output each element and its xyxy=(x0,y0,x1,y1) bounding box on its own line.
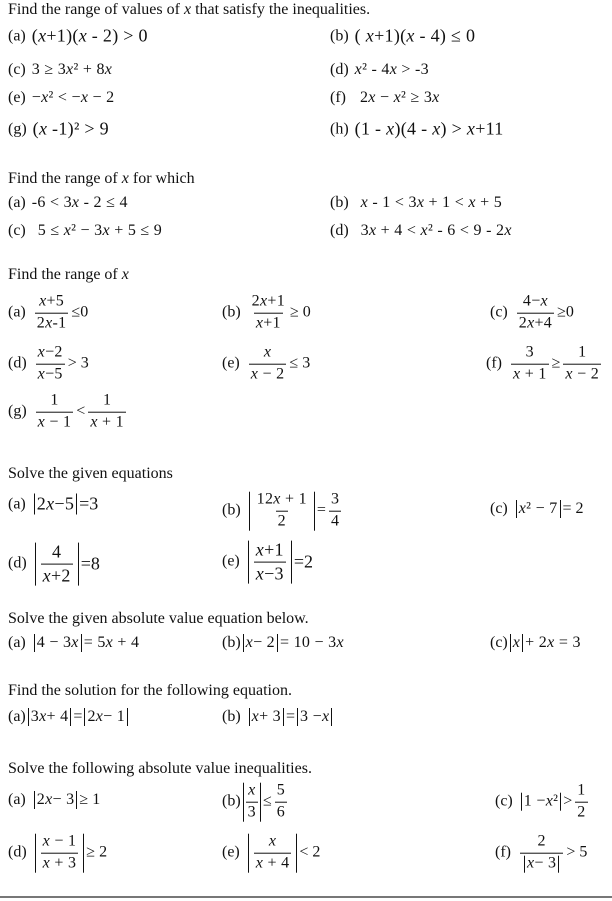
numerator: x − 1 xyxy=(42,832,77,850)
relation: = 10 − 3x xyxy=(280,634,344,651)
fraction xyxy=(41,834,79,873)
section-6-title: Find the solution for the following equation. xyxy=(8,682,292,699)
problem-label: (e) xyxy=(8,89,26,106)
fraction xyxy=(255,492,309,531)
section-5-title: Solve the given absolute value equation below. xyxy=(8,610,309,627)
fraction xyxy=(36,345,65,384)
relation: = 2 xyxy=(562,500,584,517)
problem-label: (c) xyxy=(8,222,26,239)
denominator: x + 1 xyxy=(90,413,124,431)
relation: =3 xyxy=(79,493,99,514)
problem-3e xyxy=(222,345,310,384)
section-2-title: Find the range of x for which xyxy=(8,170,195,187)
problem-4c xyxy=(490,500,584,518)
relation: ≥ 0 xyxy=(290,304,311,321)
numerator: 4−x xyxy=(522,292,548,310)
problem-label: (c) xyxy=(490,500,508,517)
fraction xyxy=(254,834,292,873)
problem-1f xyxy=(330,89,440,107)
absolute-value xyxy=(248,834,298,873)
numerator: x xyxy=(248,781,256,799)
fraction xyxy=(250,294,287,333)
relation: ≥ xyxy=(551,355,561,372)
fraction xyxy=(575,783,587,822)
problem-5b xyxy=(222,634,344,652)
numerator: 1 xyxy=(102,391,112,409)
fraction xyxy=(35,294,69,333)
problem-label: (b) xyxy=(222,502,241,519)
expression: (x -1)² > 9 xyxy=(32,118,109,139)
expression: 2x − x² ≥ 3x xyxy=(359,89,440,106)
expression: (x+1)(x - 2) > 0 xyxy=(31,25,148,46)
section-4-title: Solve the given equations xyxy=(8,465,173,482)
denominator: x + 1 xyxy=(512,365,547,383)
denominator: 3 xyxy=(247,803,256,821)
numerator: 1 xyxy=(578,343,587,361)
absolute-value xyxy=(248,541,292,584)
numerator: x+1 xyxy=(255,539,284,560)
problem-label: (g) xyxy=(8,403,27,420)
absolute-value: 3 − x xyxy=(297,708,332,726)
problem-5c xyxy=(490,634,581,652)
problem-1h xyxy=(330,119,504,140)
denominator: x−3 xyxy=(255,563,284,584)
problem-3f xyxy=(486,345,604,384)
relation: > 3 xyxy=(67,355,89,372)
relation: > xyxy=(563,793,573,810)
absolute-value xyxy=(35,543,79,586)
numerator: 1 xyxy=(577,781,586,799)
problem-4b xyxy=(222,492,344,531)
problem-7d xyxy=(8,834,107,873)
relation: ≥ 2 xyxy=(86,844,108,861)
section-1-title: Find the range of values of x that satisfy the inequalities. xyxy=(8,1,371,18)
relation: > 5 xyxy=(566,844,588,861)
fraction xyxy=(520,834,563,873)
numerator: x−2 xyxy=(37,343,63,361)
problem-1g xyxy=(8,119,109,140)
problem-6b xyxy=(222,708,334,726)
fraction xyxy=(88,393,126,432)
problem-label: (e) xyxy=(222,844,240,861)
problem-label: (d) xyxy=(330,61,349,78)
expression: 3 ≥ 3x² + 8x xyxy=(31,61,113,78)
relation: = xyxy=(286,708,296,725)
absolute-value xyxy=(243,783,261,822)
numerator: 3 xyxy=(525,343,534,361)
problem-4e xyxy=(222,541,313,584)
absolute-value: x xyxy=(510,634,523,652)
numerator: 2x+1 xyxy=(251,292,285,310)
denominator: x−5 xyxy=(37,365,63,383)
problem-label: (a) xyxy=(8,304,26,321)
absolute-value: 2 x − 3 xyxy=(34,791,78,809)
relation: =8 xyxy=(80,553,100,574)
expression: −x² < −x − 2 xyxy=(31,89,115,106)
problem-label: (d) xyxy=(8,844,27,861)
fraction xyxy=(511,345,549,384)
fraction xyxy=(249,345,287,384)
problem-label: (c) xyxy=(495,793,513,810)
expression: x² - 4x > -3 xyxy=(354,61,429,78)
absolute-value xyxy=(35,834,85,873)
numerator: 1 xyxy=(50,391,59,409)
denominator: x − 2 xyxy=(565,365,600,383)
problem-3a xyxy=(8,294,88,333)
denominator xyxy=(520,853,563,873)
absolute-value: x ² − 7 xyxy=(516,500,561,518)
problem-3d xyxy=(8,345,89,384)
problem-4d xyxy=(8,543,100,586)
section-3-title: Find the range of x xyxy=(8,266,129,283)
numerator: x+5 xyxy=(39,292,65,310)
denominator: x − 1 xyxy=(37,413,72,431)
numerator: 3 xyxy=(330,490,340,508)
denominator: 2 xyxy=(577,803,586,821)
expression: -6 < 3x - 2 ≤ 4 xyxy=(31,194,128,211)
denominator: x+1 xyxy=(255,314,281,332)
numerator: x xyxy=(268,832,277,850)
numerator: 5 xyxy=(276,781,286,799)
problem-label: (a) xyxy=(8,791,26,808)
relation: ≤0 xyxy=(71,304,89,321)
fraction xyxy=(329,492,341,531)
denominator: 6 xyxy=(276,803,286,821)
problem-label: (b) xyxy=(222,793,241,810)
problem-label: (d) xyxy=(8,355,27,372)
problem-2a xyxy=(8,194,128,212)
problem-1e xyxy=(8,89,114,107)
relation: ≤ xyxy=(262,793,272,810)
relation: =2 xyxy=(293,551,313,572)
relation: = 5x + 4 xyxy=(83,634,140,651)
absolute-value: x + 3 xyxy=(249,708,284,726)
problem-label: (d) xyxy=(330,222,349,239)
absolute-value: 2 x − 1 xyxy=(84,708,128,726)
fraction xyxy=(563,345,601,384)
problem-label: (g) xyxy=(8,120,27,137)
fraction xyxy=(246,783,258,822)
problem-7c xyxy=(495,783,591,822)
expression: (1 - x)(4 - x) > x+11 xyxy=(354,118,504,139)
absolute-value: 3 x + 4 xyxy=(28,708,72,726)
problem-1b xyxy=(330,26,475,47)
problem-2d xyxy=(330,222,512,240)
problem-label: (b) xyxy=(222,708,241,725)
fraction xyxy=(41,543,73,586)
problem-label: (a) xyxy=(8,634,26,651)
problem-label: (b) xyxy=(222,304,241,321)
relation: ≤ 3 xyxy=(289,355,311,372)
relation: = xyxy=(316,502,326,519)
absolute-value: x − 2 xyxy=(243,634,278,652)
relation: = xyxy=(73,708,83,725)
problem-1c xyxy=(8,61,112,79)
section-7-title: Solve the following absolute value inequalities. xyxy=(8,760,312,777)
problem-label: (f) xyxy=(330,89,346,106)
denominator: 4 xyxy=(330,512,340,530)
problem-1d xyxy=(330,61,429,79)
expression: ( x+1)(x - 4) ≤ 0 xyxy=(354,25,476,46)
problem-3c xyxy=(490,294,574,333)
problem-label: (h) xyxy=(330,120,349,137)
fraction xyxy=(36,393,74,432)
problem-6a xyxy=(8,708,130,726)
problem-label: (c) xyxy=(8,61,26,78)
problem-2b xyxy=(330,194,502,212)
relation: < 2 xyxy=(299,844,321,861)
problem-7e xyxy=(222,834,320,873)
problem-7b xyxy=(222,783,290,822)
expression: x - 1 < 3x + 1 < x + 5 xyxy=(360,194,503,211)
problem-3g xyxy=(8,393,129,432)
problem-4a xyxy=(8,494,98,515)
denominator: x − 2 xyxy=(250,365,285,383)
problem-label: (e) xyxy=(222,553,240,570)
problem-label: (f) xyxy=(486,355,502,372)
bottom-divider xyxy=(0,896,612,898)
numerator: 2 xyxy=(537,832,546,850)
denominator: x + 4 xyxy=(255,854,290,872)
numerator: 4 xyxy=(52,541,62,562)
problem-label: (f) xyxy=(495,844,511,861)
problem-label: (c) xyxy=(490,634,508,651)
problem-1a xyxy=(8,26,148,47)
denominator: 2x-1 xyxy=(36,314,67,332)
absolute-value: x − 3 xyxy=(524,856,559,873)
problem-label: (a) xyxy=(8,27,26,44)
numerator: 12x + 1 xyxy=(256,490,307,508)
absolute-value: 2 x −5 xyxy=(34,494,77,515)
numerator: x xyxy=(263,343,272,361)
relation: + 2x = 3 xyxy=(525,634,581,651)
denominator: 2 xyxy=(277,512,286,530)
problem-3b xyxy=(222,294,311,333)
fraction xyxy=(517,294,554,333)
relation: ≥0 xyxy=(557,304,574,321)
problem-label: (c) xyxy=(490,304,508,321)
denominator: x + 3 xyxy=(42,854,77,872)
fraction xyxy=(254,541,286,584)
problem-label: (e) xyxy=(222,355,240,372)
problem-2c xyxy=(8,222,162,240)
problem-label: (a) xyxy=(8,708,26,725)
problem-label: (b) xyxy=(330,27,349,44)
absolute-value xyxy=(249,492,315,531)
problem-label: (a) xyxy=(8,495,26,512)
relation: < xyxy=(76,403,86,420)
problem-label: (d) xyxy=(8,555,27,572)
problem-label: (a) xyxy=(8,194,26,211)
absolute-value: 1 − x ² xyxy=(521,793,561,811)
absolute-value: 4 − 3 x xyxy=(34,634,82,652)
problem-5a xyxy=(8,634,139,652)
fraction xyxy=(275,783,287,822)
expression: 3x + 4 < x² - 6 < 9 - 2x xyxy=(360,222,512,239)
relation: ≥ 1 xyxy=(79,791,101,808)
problem-7f xyxy=(495,834,587,873)
expression: 5 ≤ x² − 3x + 5 ≤ 9 xyxy=(37,222,163,239)
denominator: 2x+4 xyxy=(518,314,553,332)
problem-label: (b) xyxy=(330,194,349,211)
problem-7a xyxy=(8,791,100,809)
denominator: x+2 xyxy=(42,565,71,586)
problem-label: (b) xyxy=(222,634,241,651)
